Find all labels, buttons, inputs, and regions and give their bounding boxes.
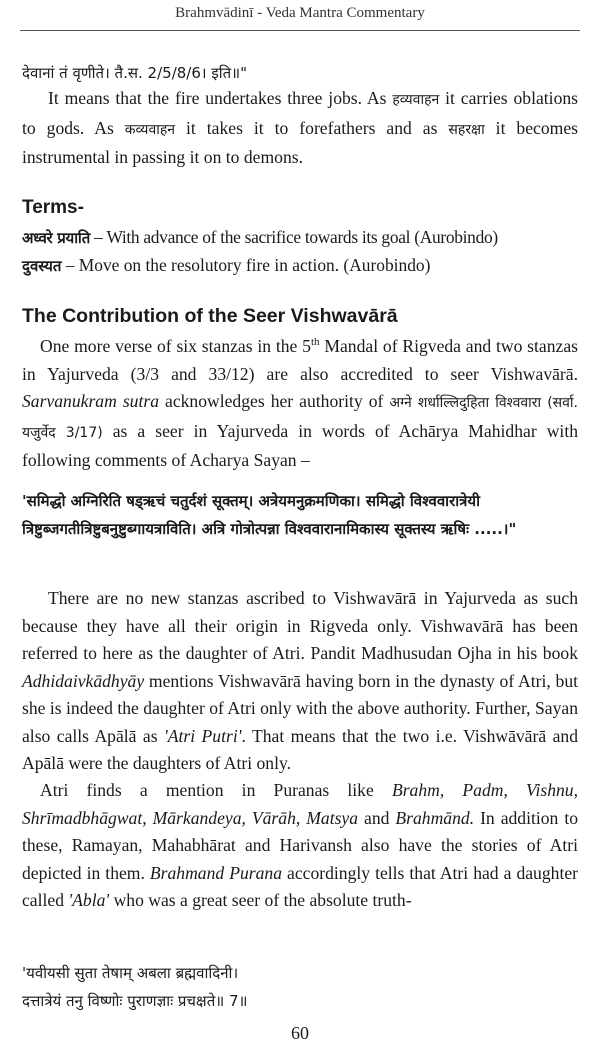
page-number: 60 — [291, 1023, 309, 1043]
running-header: Brahmvādinī - Veda Mantra Commentary — [175, 5, 425, 21]
term-item-1: अध्वरे प्रयाति – With advance of the sacrifice towards its goal (Aurobindo) — [22, 227, 498, 247]
paragraph-no-new-stanzas: There are no new stanzas ascribed to Vishwavārā in Yajurveda as such because they have all their origin in Rigveda only. Vishwavārā has been referred to here as the daughter of Atri. Pandit Madhusudan Ojha in his book Adhidaivkādhyāy mentions Vishwavārā having born in the dynasty of Atri, but she is indeed the daughter of Atri only with the above authority. Further, Sayan also calls Apālā as 'Atri Putri'. That means that the two i.e. Vishwāvārā and Apālā were the daughters of Atri only. — [22, 588, 578, 773]
sanskrit-quote-sayan: 'समिद्धो अग्निरिति षड्ऋचं चतुर्दशं सूक्तम्। अत्रेयमनुक्रमणिका। समिद्धो विश्ववारात्रेयी त्रिष्टुब्जगतीत्रिष्टुबनुष्टुब्गायत्राविति। अत्रि गोत्रोत्पन्ना विश्ववारानामिकास्य सूक्तस्य ऋषिः .....।" — [22, 492, 517, 538]
section-heading: The Contribution of the Seer Vishwavārā — [22, 305, 398, 327]
verse-line-1: 'यवीयसी सुता तेषाम् अबला ब्रह्मवादिनी। — [22, 964, 239, 982]
term-item-2: दुवस्यत – Move on the resolutory fire in action. (Aurobindo) — [22, 255, 431, 275]
paragraph-vishwavara-contribution: One more verse of six stanzas in the 5th Mandal of Rigveda and two stanzas in Yajurveda (3/3 and 33/12) are also accredited to seer Vishwavārā. Sarvanukram sutra acknowledges her authority of अग्ने शर्धाल्लिदुहिता विश्ववारा (सर्वा. यजुर्वेद 3/17) as a seer in Yajurveda in words of Achārya Mahidhar with following comments of Acharya Sayan – — [22, 336, 579, 470]
paragraph-fire-jobs: It means that the fire undertakes three jobs. As हव्यवाहन it carries oblations to gods. As कव्यवाहन it takes it to forefathers and as सहरक्षा it becomes instrumental in passing it on to demons. — [22, 88, 579, 167]
verse-line-2: दत्तात्रेयं तनु विष्णोः पुराणज्ञाः प्रचक्षते॥ 7॥ — [22, 992, 248, 1010]
paragraph-atri-puranas: Atri finds a mention in Puranas like Brahm, Padm, Vishnu, Shrīmadbhāgwat, Mārkandeya, Vārāh, Matsya and Brahmānd. In addition to these, Ramayan, Mahabhārat and Harivansh also have the stories of Atri depicted in them. Brahmand Purana accordingly tells that Atri had a daughter called 'Abla' who was a great seer of the absolute truth- — [22, 780, 579, 910]
header-rule — [20, 30, 580, 31]
terms-heading: Terms- — [22, 197, 84, 218]
sanskrit-quote-top: देवानां तं वृणीते। तै.स. 2/5/8/6। इति॥" — [22, 64, 248, 82]
